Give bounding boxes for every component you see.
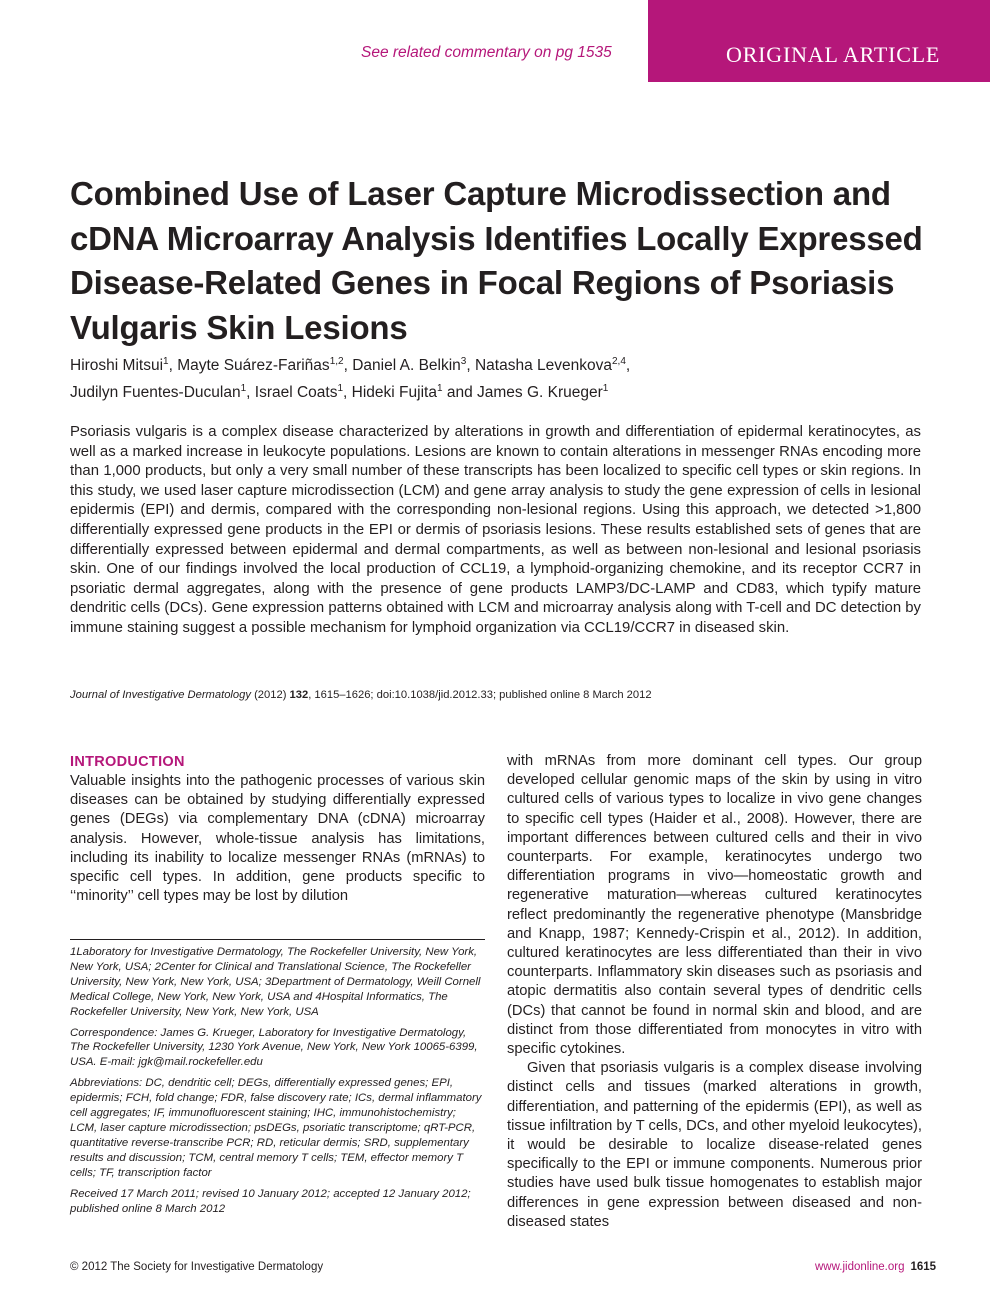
intro-left-column	[70, 752, 485, 906]
body-paragraph: with mRNAs from more dominant cell types. Our group developed cellular genomic maps of the skin by using in vitro cultured cells of various types to localize in vivo gene changes to specific cell types (Haider et al., 2008). However, there are important differences between cultured cells and their in vivo counterparts. For example, keratinocytes undergo two differentiation programs in vivo—homeostatic growth and regenerative maturation—whereas cultured keratinocytes reflect predominantly the regenerative phenotype (Mansbridge and Knapp, 1987; Kennedy-Crispin et al., 2012). In addition, cultured keratinocytes are less differentiated than their in vivo counterparts. Inflammatory skin diseases such as psoriasis and atopic dermatitis also contain several types of dendritic cells (DCs) that cannot be found in normal skin and blood, and are distinct from those differentiated from monocytes in vitro with specific cytokines.	[507, 753, 922, 1058]
author[interactable]: Natasha Levenkova$^{2,4}$	[474, 356, 626, 375]
article-title: Combined Use of Laser Capture Microdissection and cDNA Microarray Analysis Identifies Locally Expressed Disease-Related Genes in Focal Regions of Psoriasis Vulgaris Skin Lesions	[70, 175, 923, 346]
author[interactable]: Israel Coats$^1$	[254, 383, 344, 402]
author[interactable]: Hiroshi Mitsui$^1$	[70, 356, 169, 375]
journal-url-link[interactable]: www.jidonline.org	[815, 1261, 905, 1273]
author[interactable]: Daniel A. Belkin$^3$	[352, 356, 467, 375]
author-list: Hiroshi Mitsui$^1$, Mayte Suárez-Fariñas$^{1,2}$, Daniel A. Belkin$^3$, Natasha Levenkova$^{2,4}$, Judilyn Fuentes-Duculan$^1$, Israel Coats$^1$, Hideki Fujita$^1$ and James G. Krueger$^1$	[70, 356, 631, 402]
related-commentary-link[interactable]: See related commentary on pg 1535	[361, 44, 612, 61]
footnote-divider	[70, 939, 485, 940]
author[interactable]: Mayte Suárez-Fariñas$^{1,2}$	[177, 356, 344, 375]
author[interactable]: Judilyn Fuentes-Duculan$^1$	[70, 383, 247, 402]
body-paragraph: Valuable insights into the pathogenic processes of various skin diseases can be obtained by studying differentially expressed genes (DEGs) via complementary DNA (cDNA) microarray analysis. However, whole-tissue analysis has limitations, including its inability to localize messenger RNAs (mRNAs) to specific cell types. In addition, gene products specific to ‘‘minority’’ cell types may be lost by dilution	[70, 773, 485, 905]
affiliations-note: 1Laboratory for Investigative Dermatology, The Rockefeller University, New York, New York, USA; 2Center for Clinical and Translational Science, The Rockefeller University, New York, New York, USA; 3Department of Dermatology, Weill Cornell Medical College, New York, New York, USA and 4Hospital Informatics, The Rockefeller University, New York, New York, USA	[70, 946, 481, 1018]
citation-line: Journal of Investigative Dermatology (2012) 132, 1615–1626; doi:10.1038/jid.2012.33; published online 8 March 2012	[70, 689, 652, 701]
received-dates-note: Received 17 March 2011; revised 10 January 2012; accepted 12 January 2012; published online 8 March 2012	[70, 1187, 471, 1215]
author[interactable]: James G. Krueger$^1$	[477, 383, 609, 402]
body-paragraph: Given that psoriasis vulgaris is a complex disease involving distinct cells and tissues (marked alterations in growth, differentiation, and patterning of the epidermis (EPI), as well as tissue infiltration by T cells, DCs, and other myeloid leukocytes), it would be desirable to localize disease-related genes specifically to the EPI or immune components. Numerous prior studies have used bulk tissue homogenates to establish major differences in gene expression between diseased and non-diseased states	[507, 1060, 922, 1230]
author[interactable]: Hideki Fujita$^1$	[351, 383, 443, 402]
abbreviations-note: Abbreviations: DC, dendritic cell; DEGs, differentially expressed genes; EPI, epidermis; FCH, fold change; FDR, false discovery rate; ICs, dermal inflammatory cell aggregates; IF, immunofluorescent staining; IHC, immunohistochemistry; LCM, laser capture microdissection; psDEGs, psoriatic transcriptome; qRT-PCR, quantitative reverse-transcribe PCR; RD, reticular dermis; SRD, supplementary results and discussion; TCM, central memory T cells; TEM, effector memory T cells; TF, transcription factor	[70, 1077, 482, 1179]
intro-right-column	[507, 752, 922, 1232]
page-number: 1615	[910, 1261, 937, 1273]
section-heading-introduction: INTRODUCTION	[70, 754, 185, 770]
article-type-banner	[648, 0, 990, 82]
footnotes	[70, 945, 485, 1222]
correspondence-note: Correspondence: James G. Krueger, Laboratory for Investigative Dermatology, The Rockefeller University, 1230 York Avenue, New York, New York 10065-6399, USA. E-mail: jgk@mail.rockefeller.edu	[70, 1026, 478, 1069]
abstract: Psoriasis vulgaris is a complex disease characterized by alterations in growth and differentiation of epidermal keratinocytes, as well as a marked increase in leukocyte populations. Lesions are known to contain alterations in messenger RNAs encoding more than 1,000 products, but only a very small number of these transcripts has been localized to specific cell types or skin regions. In this study, we used laser capture microdissection (LCM) and gene array analysis to study the gene expression of cells in lesional epidermis (EPI) and dermis, compared with the corresponding non-lesional regions. Using this approach, we detected >1,800 differentially expressed gene products in the EPI or dermis of psoriasis lesions. These results established sets of genes that are differentially expressed between epidermal and dermal compartments, as well as between non-lesional and lesional psoriasis skin. One of our findings involved the local production of CCL19, a lymphoid-organizing chemokine, and its receptor CCR7 in psoriatic dermal aggregates, along with the presence of gene products LAMP3/DC-LAMP and CD83, which typify mature dendritic cells (DCs). Gene expression patterns obtained with LCM and microarray analysis along with T-cell and DC detection by immune staining suggest a possible mechanism for lymphoid organization via CCL19/CCR7 in diseased skin.	[70, 424, 921, 636]
article-type-label: ORIGINAL ARTICLE	[726, 42, 941, 67]
copyright-footer: © 2012 The Society for Investigative Dermatology	[70, 1261, 324, 1273]
page-footer	[815, 1261, 936, 1273]
